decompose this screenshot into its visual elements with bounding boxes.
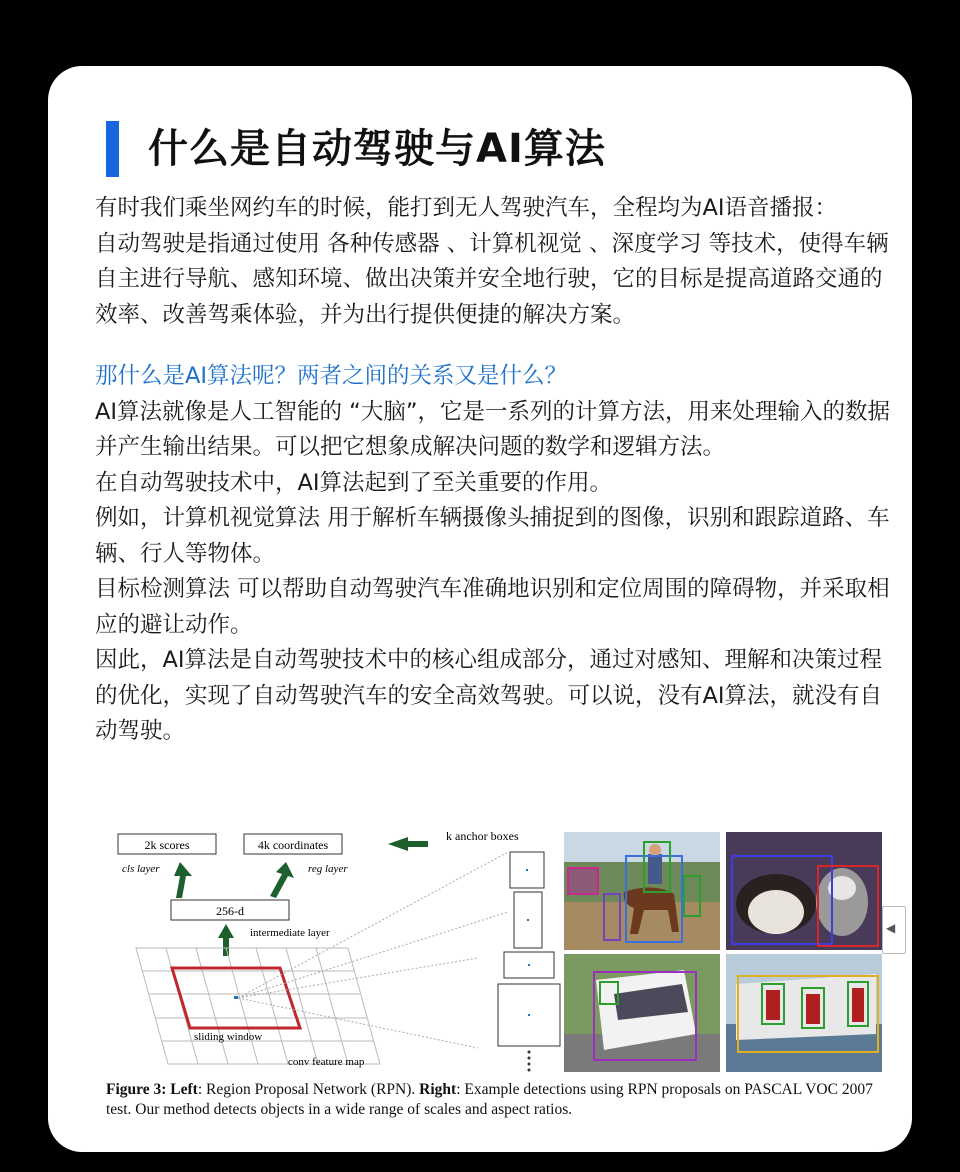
ellipsis-dots [528,1051,531,1072]
paragraph: 因此，AI算法是自动驾驶技术中的核心组成部分，通过对感知、理解和决策过程的优化，实现了自动驾驶汽车的安全高效驾驶。可以说，没有AI算法，就没有自动驾驶。 [95,647,883,744]
title-accent-bar [106,121,119,177]
photo-dog-cat [726,832,882,950]
question-heading: 那什么是AI算法呢？两者之间的关系又是什么？ [95,363,568,389]
caption-left-bold: Left [170,1081,198,1098]
caption-fig: Figure 3: [106,1081,167,1098]
reg-layer-label: reg layer [308,863,348,875]
feature-map-grid [136,948,380,1064]
photo-boat-people [726,954,882,1072]
side-pager-tab[interactable] [882,906,906,954]
caption-right: : Example detections using RPN proposals on PASCAL VOC 2007 test. Our method detects objects in a wide range of scales and aspect ratios. [106,1081,873,1118]
paragraph: 有时我们乘坐网约车的时候，能打到无人驾驶汽车，全程均为AI语音播报： [95,195,838,221]
page-title: 什么是自动驾驶与AI算法 [148,126,606,172]
paragraph: AI算法就像是人工智能的 “大脑”，它是一系列的计算方法，用来处理输入的数据并产生输出结果。可以把它想象成解决问题的数学和逻辑方法。 [95,398,890,460]
coordinates-label: 4k coordinates [257,838,329,852]
photo-bus [564,954,720,1072]
arrow-up-icon [174,862,192,898]
scores-label: 2k scores [144,838,190,852]
paragraph: 自动驾驶是指通过使用 各种传感器 、计算机视觉 、深度学习 等技术，使得车辆自主进行导航、感知环境、做出决策并安全地行驶，它的目标是提高道路交通的效率、改善驾乘体验，并为出行提供便捷的解决方案。 [95,230,889,328]
paragraph: 例如，计算机视觉算法 用于解析车辆摄像头捕捉到的图像，识别和跟踪道路、车辆、行人等物体。 [95,505,890,567]
detection-examples [564,832,884,1072]
caption-right-bold: Right [419,1081,457,1098]
article-card [48,66,912,1152]
caret-left-icon: ◀ [886,921,896,935]
anchor-boxes-label: k anchor boxes [446,829,519,843]
paragraph: 目标检测算法 可以帮助自动驾驶汽车准确地识别和定位周围的障碍物，并采取相应的避让动作。 [95,576,890,638]
sliding-window-label: sliding window [194,1031,263,1043]
figure-caption [106,1080,896,1120]
rpn-diagram [98,828,568,1078]
conv-feature-map-label: conv feature map [288,1056,365,1068]
caption-left: : Region Proposal Network (RPN). [197,1081,416,1098]
cls-layer-label: cls layer [122,863,160,875]
dim-label: 256-d [216,904,244,918]
arrow-up-icon [218,924,234,956]
intermediate-layer-label: intermediate layer [250,927,330,939]
arrow-left-icon [388,837,428,851]
photo-horse-rider [564,832,720,950]
paragraph: 在自动驾驶技术中，AI算法起到了至关重要的作用。 [95,469,613,496]
article-body [95,191,895,750]
arrow-up-icon [270,862,294,898]
rpn-figure [98,828,888,1138]
